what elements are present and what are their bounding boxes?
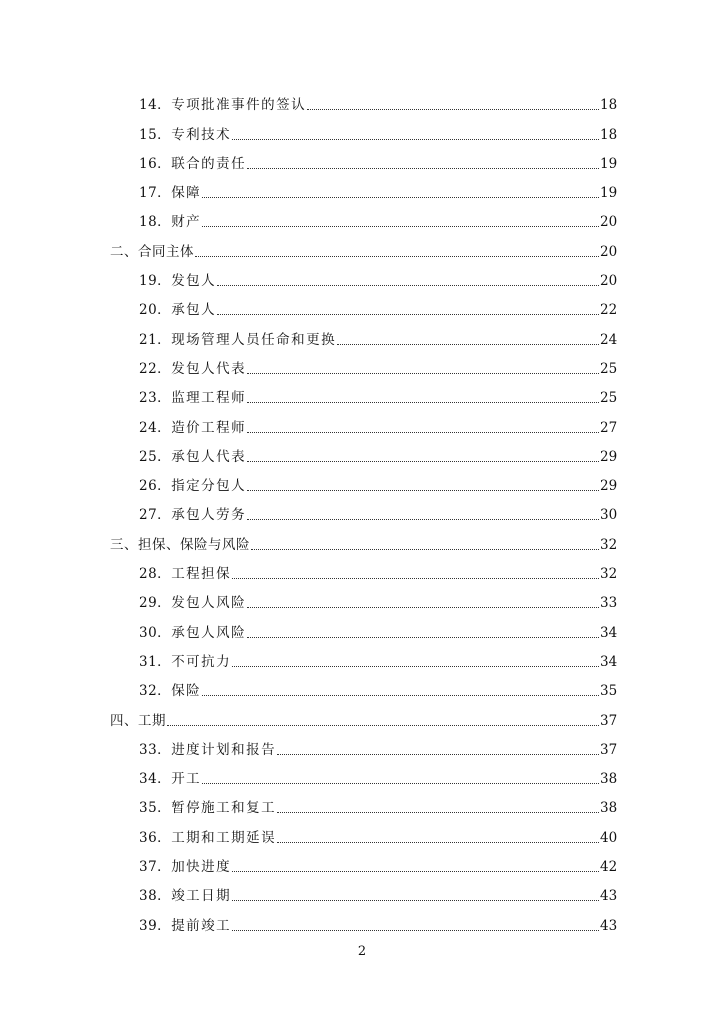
toc-entry-lead — [139, 386, 246, 406]
toc-entry-title: 专项批准事件的签认 — [171, 97, 307, 114]
toc-entry-lead — [139, 621, 246, 641]
toc-leader-dots — [202, 197, 599, 198]
toc-entry-lead — [139, 767, 201, 787]
toc-entry-lead — [139, 93, 306, 113]
page-number: 2 — [357, 944, 367, 959]
toc-entry-lead — [139, 298, 216, 318]
toc-entry-lead — [139, 474, 246, 494]
toc-entry-lead — [139, 738, 276, 758]
toc-entry[interactable] — [0, 557, 724, 586]
toc-entry[interactable] — [0, 117, 724, 146]
toc-entry-page: 19 — [600, 155, 618, 172]
toc-entry-title: 现场管理人员任命和更换 — [171, 331, 337, 348]
toc-entry-number: 37． — [139, 859, 172, 876]
toc-entry-lead — [139, 884, 231, 904]
toc-entry-page: 22 — [600, 302, 618, 319]
toc-leader-dots — [232, 139, 599, 140]
toc-entry-number: 34． — [139, 771, 172, 788]
toc-entry-title: 提前竣工 — [171, 917, 232, 934]
toc-entry-title: 担保、保险与风险 — [138, 536, 250, 553]
toc-leader-dots — [247, 461, 599, 462]
toc-entry-title: 开工 — [171, 771, 202, 788]
toc-entry[interactable] — [0, 908, 724, 937]
toc-entry-page: 35 — [600, 683, 618, 700]
toc-entry[interactable] — [0, 293, 724, 322]
toc-leader-dots — [202, 783, 599, 784]
toc-entry-number: 20． — [139, 302, 172, 319]
toc-entry-title: 专利技术 — [171, 126, 232, 143]
toc-entry-page: 32 — [600, 536, 618, 553]
toc-entry-title: 保险 — [171, 683, 202, 700]
toc-entry-lead — [139, 914, 231, 934]
toc-entry[interactable] — [0, 645, 724, 674]
toc-entry[interactable] — [0, 469, 724, 498]
toc-entry-number: 19． — [139, 273, 172, 290]
toc-leader-dots — [217, 314, 599, 315]
toc-leader-dots — [232, 578, 599, 579]
toc-entry-title: 发包人风险 — [171, 595, 247, 612]
toc-entry-title: 发包人 — [171, 273, 217, 290]
toc-entry[interactable] — [0, 176, 724, 205]
toc-section-entry[interactable] — [0, 234, 724, 263]
toc-entry-number: 16． — [139, 155, 172, 172]
toc-entry-page: 30 — [600, 507, 618, 524]
toc-entry-title: 不可抗力 — [171, 653, 232, 670]
toc-leader-dots — [232, 871, 599, 872]
toc-entry-lead — [139, 269, 216, 289]
toc-entry-title: 工期和工期延误 — [171, 829, 277, 846]
toc-entry-page: 29 — [600, 448, 618, 465]
toc-leader-dots — [277, 812, 599, 813]
toc-entry-page: 38 — [600, 771, 618, 788]
toc-leader-dots — [202, 695, 599, 696]
toc-leader-dots — [232, 666, 599, 667]
toc-leader-dots — [247, 490, 599, 491]
toc-entry-title: 工期 — [138, 712, 166, 729]
toc-entry-title: 进度计划和报告 — [171, 741, 277, 758]
toc-entry-lead — [139, 416, 246, 436]
toc-entry-lead — [110, 240, 194, 260]
toc-entry-number: 26． — [139, 478, 172, 495]
toc-entry-page: 24 — [600, 331, 618, 348]
toc-section-entry[interactable] — [0, 703, 724, 732]
toc-entry-title: 联合的责任 — [171, 155, 247, 172]
toc-entry[interactable] — [0, 498, 724, 527]
toc-entry-number: 28． — [139, 566, 172, 583]
toc-entry-number: 36． — [139, 829, 172, 846]
toc-entry-lead — [139, 328, 336, 348]
toc-entry-lead — [139, 152, 246, 172]
toc-entry-page: 20 — [600, 214, 618, 231]
toc-section-entry[interactable] — [0, 527, 724, 556]
toc-entry-number: 22． — [139, 360, 172, 377]
toc-entry-lead — [139, 357, 246, 377]
toc-entry[interactable] — [0, 615, 724, 644]
toc-leader-dots — [247, 432, 599, 433]
toc-entry-title: 合同主体 — [138, 243, 194, 260]
toc-entry[interactable] — [0, 322, 724, 351]
toc-entry-title: 保障 — [171, 185, 202, 202]
toc-entry-page: 18 — [600, 97, 618, 114]
toc-entry[interactable] — [0, 147, 724, 176]
toc-entry-title: 监理工程师 — [171, 390, 247, 407]
toc-entry-page: 34 — [600, 653, 618, 670]
toc-entry-page: 19 — [600, 185, 618, 202]
toc-leader-dots — [277, 842, 599, 843]
toc-entry-page: 37 — [600, 712, 618, 729]
toc-entry-page: 25 — [600, 390, 618, 407]
toc-entry-lead — [139, 181, 201, 201]
toc-entry-title: 承包人劳务 — [171, 507, 247, 524]
toc-leader-dots — [247, 402, 599, 403]
toc-entry-lead — [139, 826, 276, 846]
toc-entry-lead — [139, 210, 201, 230]
toc-entry-number: 21． — [139, 331, 172, 348]
toc-entry[interactable] — [0, 88, 724, 117]
toc-entry-title: 承包人风险 — [171, 624, 247, 641]
toc-entry-page: 38 — [600, 800, 618, 817]
toc-entry-lead — [139, 796, 276, 816]
toc-entry-number: 18． — [139, 214, 172, 231]
toc-entry-lead — [139, 562, 231, 582]
toc-entry-number: 23． — [139, 390, 172, 407]
toc-entry-page: 43 — [600, 917, 618, 934]
toc-entry-title: 竣工日期 — [171, 888, 232, 905]
toc-leader-dots — [217, 285, 599, 286]
toc-entry[interactable] — [0, 791, 724, 820]
toc-entry-page: 20 — [600, 243, 618, 260]
toc-entry-title: 加快进度 — [171, 859, 232, 876]
toc-entry-lead — [139, 503, 246, 523]
toc-entry-page: 40 — [600, 829, 618, 846]
toc-entry-title: 承包人代表 — [171, 448, 247, 465]
toc-entry[interactable] — [0, 381, 724, 410]
toc-entry-number: 30． — [139, 624, 172, 641]
toc-entry-number: 25． — [139, 448, 172, 465]
toc-entry-number: 三、 — [110, 536, 138, 553]
toc-entry-number: 24． — [139, 419, 172, 436]
toc-entry[interactable] — [0, 820, 724, 849]
toc-leader-dots — [337, 344, 599, 345]
toc-entry-number: 14． — [139, 97, 172, 114]
toc-leader-dots — [251, 549, 599, 550]
toc-entry-lead — [139, 445, 246, 465]
toc-entry-title: 发包人代表 — [171, 360, 247, 377]
toc-entry-lead — [139, 650, 231, 670]
toc-entry-page: 29 — [600, 478, 618, 495]
toc-entry-number: 15． — [139, 126, 172, 143]
toc-entry[interactable] — [0, 410, 724, 439]
toc-entry-page: 43 — [600, 888, 618, 905]
toc-entry-page: 37 — [600, 741, 618, 758]
toc-entry[interactable] — [0, 586, 724, 615]
toc-leader-dots — [232, 930, 599, 931]
toc-entry-title: 财产 — [171, 214, 202, 231]
toc-entry[interactable] — [0, 440, 724, 469]
toc-leader-dots — [167, 725, 599, 726]
toc-leader-dots — [247, 168, 599, 169]
toc-leader-dots — [307, 109, 599, 110]
toc-entry-page: 33 — [600, 595, 618, 612]
toc-entry-number: 二、 — [110, 243, 138, 260]
toc-entry-number: 35． — [139, 800, 172, 817]
table-of-contents — [0, 88, 724, 938]
toc-entry-lead — [110, 709, 166, 729]
toc-entry-number: 33． — [139, 741, 172, 758]
toc-leader-dots — [202, 226, 599, 227]
toc-entry[interactable] — [0, 762, 724, 791]
toc-entry[interactable] — [0, 205, 724, 234]
toc-entry-number: 四、 — [110, 712, 138, 729]
toc-leader-dots — [232, 900, 599, 901]
toc-entry-page: 42 — [600, 859, 618, 876]
toc-entry-number: 38． — [139, 888, 172, 905]
toc-entry[interactable] — [0, 879, 724, 908]
toc-entry-page: 32 — [600, 566, 618, 583]
toc-leader-dots — [247, 519, 599, 520]
toc-entry-number: 27． — [139, 507, 172, 524]
toc-entry[interactable] — [0, 264, 724, 293]
toc-leader-dots — [247, 373, 599, 374]
toc-entry[interactable] — [0, 674, 724, 703]
toc-entry-lead — [139, 591, 246, 611]
toc-entry-lead — [139, 679, 201, 699]
toc-entry-title: 工程担保 — [171, 566, 232, 583]
toc-entry[interactable] — [0, 733, 724, 762]
toc-entry-number: 31． — [139, 653, 172, 670]
toc-entry-number: 29． — [139, 595, 172, 612]
toc-entry-title: 指定分包人 — [171, 478, 247, 495]
toc-entry-number: 39． — [139, 917, 172, 934]
toc-leader-dots — [247, 637, 599, 638]
toc-entry-title: 承包人 — [171, 302, 217, 319]
toc-leader-dots — [277, 754, 599, 755]
toc-entry-number: 17． — [139, 185, 172, 202]
toc-entry-lead — [110, 533, 250, 553]
toc-entry-page: 34 — [600, 624, 618, 641]
toc-leader-dots — [247, 607, 599, 608]
toc-entry-title: 造价工程师 — [171, 419, 247, 436]
toc-leader-dots — [195, 256, 599, 257]
toc-entry-page: 20 — [600, 273, 618, 290]
toc-entry-page: 27 — [600, 419, 618, 436]
toc-entry-lead — [139, 123, 231, 143]
toc-entry[interactable] — [0, 352, 724, 381]
toc-entry-title: 暂停施工和复工 — [171, 800, 277, 817]
toc-entry-lead — [139, 855, 231, 875]
toc-entry-page: 18 — [600, 126, 618, 143]
toc-entry-page: 25 — [600, 360, 618, 377]
toc-entry[interactable] — [0, 850, 724, 879]
toc-entry-number: 32． — [139, 683, 172, 700]
